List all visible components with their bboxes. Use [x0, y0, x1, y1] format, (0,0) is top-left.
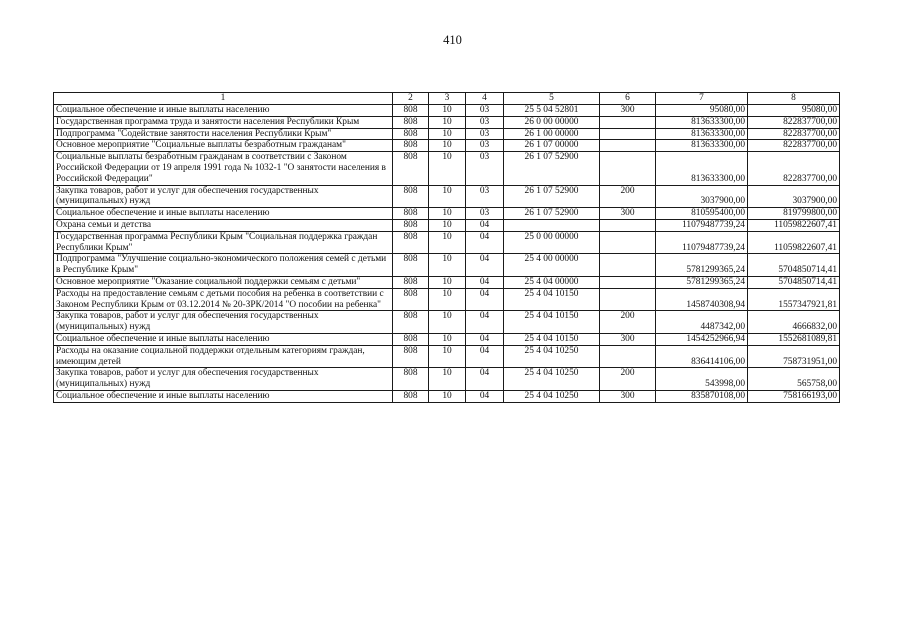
- section-code-cell: 10: [429, 254, 466, 277]
- table-row: [54, 208, 840, 220]
- table-row: [54, 390, 840, 402]
- target-article-cell: 25 4 04 10150: [504, 333, 600, 345]
- expense-type-cell: [600, 116, 656, 128]
- budget-table: [53, 92, 840, 403]
- subsection-code-cell: 03: [466, 128, 504, 140]
- expense-type-cell: [600, 254, 656, 277]
- table-row: [54, 219, 840, 231]
- table-row: [54, 368, 840, 391]
- amount-year2-cell: 5704850714,41: [748, 254, 840, 277]
- target-article-cell: 25 4 04 10150: [504, 288, 600, 311]
- page-number: 410: [443, 33, 462, 47]
- expense-type-cell: [600, 140, 656, 152]
- section-code-cell: 10: [429, 311, 466, 334]
- ministry-code-cell: 808: [393, 208, 429, 220]
- ministry-code-cell: 808: [393, 368, 429, 391]
- ministry-code-cell: 808: [393, 390, 429, 402]
- description-cell: Социальное обеспечение и иные выплаты населению: [54, 390, 393, 402]
- amount-year1-cell: 813633300,00: [656, 128, 748, 140]
- amount-year1-cell: 95080,00: [656, 105, 748, 117]
- amount-year1-cell: 836414106,00: [656, 345, 748, 368]
- target-article-cell: 26 0 00 00000: [504, 116, 600, 128]
- table-row: [54, 140, 840, 152]
- amount-year1-cell: 11079487739,24: [656, 219, 748, 231]
- subsection-code-cell: 04: [466, 345, 504, 368]
- amount-year2-cell: 758731951,00: [748, 345, 840, 368]
- amount-year1-cell: 813633300,00: [656, 140, 748, 152]
- amount-year2-cell: 822837700,00: [748, 140, 840, 152]
- amount-year2-cell: 3037900,00: [748, 185, 840, 208]
- ministry-code-cell: 808: [393, 105, 429, 117]
- target-article-cell: [504, 219, 600, 231]
- table-row: [54, 345, 840, 368]
- section-code-cell: 10: [429, 140, 466, 152]
- target-article-cell: 25 4 00 00000: [504, 254, 600, 277]
- amount-year1-cell: 813633300,00: [656, 116, 748, 128]
- section-code-cell: 10: [429, 105, 466, 117]
- description-cell: Подпрограмма "Улучшение социально-экономического положения семей с детьми в Республике Крым": [54, 254, 393, 277]
- expense-type-cell: 200: [600, 368, 656, 391]
- table-row: [54, 231, 840, 254]
- amount-year2-cell: 819799800,00: [748, 208, 840, 220]
- header-cell: 1: [54, 93, 393, 105]
- expense-type-cell: 300: [600, 390, 656, 402]
- header-cell: 3: [429, 93, 466, 105]
- subsection-code-cell: 04: [466, 219, 504, 231]
- amount-year1-cell: 810595400,00: [656, 208, 748, 220]
- amount-year1-cell: 835870108,00: [656, 390, 748, 402]
- target-article-cell: 25 0 00 00000: [504, 231, 600, 254]
- subsection-code-cell: 03: [466, 140, 504, 152]
- header-cell: 4: [466, 93, 504, 105]
- expense-type-cell: [600, 152, 656, 185]
- target-article-cell: 26 1 07 00000: [504, 140, 600, 152]
- amount-year2-cell: 565758,00: [748, 368, 840, 391]
- description-cell: Государственная программа Республики Крым "Социальная поддержка граждан Республики Крым": [54, 231, 393, 254]
- table-row: [54, 105, 840, 117]
- amount-year1-cell: 3037900,00: [656, 185, 748, 208]
- expense-type-cell: [600, 231, 656, 254]
- ministry-code-cell: 808: [393, 254, 429, 277]
- ministry-code-cell: 808: [393, 116, 429, 128]
- table-row: [54, 152, 840, 185]
- subsection-code-cell: 03: [466, 105, 504, 117]
- subsection-code-cell: 04: [466, 254, 504, 277]
- target-article-cell: 26 1 00 00000: [504, 128, 600, 140]
- target-article-cell: 25 5 04 52801: [504, 105, 600, 117]
- amount-year2-cell: 1552681089,81: [748, 333, 840, 345]
- ministry-code-cell: 808: [393, 231, 429, 254]
- amount-year1-cell: 543998,00: [656, 368, 748, 391]
- target-article-cell: 25 4 04 10250: [504, 345, 600, 368]
- expense-type-cell: [600, 288, 656, 311]
- section-code-cell: 10: [429, 368, 466, 391]
- section-code-cell: 10: [429, 276, 466, 288]
- ministry-code-cell: 808: [393, 288, 429, 311]
- section-code-cell: 10: [429, 219, 466, 231]
- subsection-code-cell: 03: [466, 185, 504, 208]
- subsection-code-cell: 04: [466, 311, 504, 334]
- expense-type-cell: 300: [600, 208, 656, 220]
- amount-year1-cell: 5781299365,24: [656, 276, 748, 288]
- section-code-cell: 10: [429, 208, 466, 220]
- description-cell: Государственная программа труда и занятости населения Республики Крым: [54, 116, 393, 128]
- table-row: [54, 288, 840, 311]
- header-cell: 7: [656, 93, 748, 105]
- amount-year2-cell: 822837700,00: [748, 128, 840, 140]
- amount-year2-cell: 11059822607,41: [748, 219, 840, 231]
- amount-year1-cell: 4487342,00: [656, 311, 748, 334]
- target-article-cell: 25 4 04 10250: [504, 390, 600, 402]
- ministry-code-cell: 808: [393, 219, 429, 231]
- ministry-code-cell: 808: [393, 140, 429, 152]
- amount-year2-cell: 758166193,00: [748, 390, 840, 402]
- table-row: [54, 333, 840, 345]
- description-cell: Социальные выплаты безработным гражданам в соответствии с Законом Российской Федерации от 19 апреля 1991 года № 1032-1 "О занятости населения в Российской Федерации": [54, 152, 393, 185]
- subsection-code-cell: 04: [466, 231, 504, 254]
- description-cell: Охрана семьи и детства: [54, 219, 393, 231]
- ministry-code-cell: 808: [393, 152, 429, 185]
- amount-year2-cell: 822837700,00: [748, 116, 840, 128]
- subsection-code-cell: 03: [466, 208, 504, 220]
- target-article-cell: 25 4 04 10150: [504, 311, 600, 334]
- target-article-cell: 26 1 07 52900: [504, 185, 600, 208]
- ministry-code-cell: 808: [393, 128, 429, 140]
- description-cell: Закупка товаров, работ и услуг для обеспечения государственных (муниципальных) нужд: [54, 185, 393, 208]
- target-article-cell: 26 1 07 52900: [504, 208, 600, 220]
- subsection-code-cell: 04: [466, 390, 504, 402]
- section-code-cell: 10: [429, 333, 466, 345]
- target-article-cell: 25 4 04 10250: [504, 368, 600, 391]
- amount-year1-cell: 813633300,00: [656, 152, 748, 185]
- amount-year2-cell: 1557347921,81: [748, 288, 840, 311]
- header-cell: 5: [504, 93, 600, 105]
- amount-year2-cell: 4666832,00: [748, 311, 840, 334]
- table-row: [54, 311, 840, 334]
- amount-year1-cell: 1454252966,94: [656, 333, 748, 345]
- subsection-code-cell: 04: [466, 276, 504, 288]
- table-body: [54, 105, 840, 403]
- subsection-code-cell: 04: [466, 368, 504, 391]
- table-row: [54, 254, 840, 277]
- subsection-code-cell: 03: [466, 152, 504, 185]
- section-code-cell: 10: [429, 152, 466, 185]
- amount-year1-cell: 1458740308,94: [656, 288, 748, 311]
- target-article-cell: 25 4 04 00000: [504, 276, 600, 288]
- table-row: [54, 128, 840, 140]
- expense-type-cell: [600, 345, 656, 368]
- ministry-code-cell: 808: [393, 333, 429, 345]
- table-row: [54, 185, 840, 208]
- description-cell: Основное мероприятие "Социальные выплаты безработным гражданам": [54, 140, 393, 152]
- amount-year2-cell: 822837700,00: [748, 152, 840, 185]
- expense-type-cell: 200: [600, 311, 656, 334]
- header-row: [54, 93, 840, 105]
- description-cell: Социальное обеспечение и иные выплаты населению: [54, 105, 393, 117]
- ministry-code-cell: 808: [393, 311, 429, 334]
- description-cell: Расходы на предоставление семьям с детьми пособия на ребенка в соответствии с Законом Республики Крым от 03.12.2014 № 20-ЗРК/2014 "О пособии на ребенка": [54, 288, 393, 311]
- ministry-code-cell: 808: [393, 345, 429, 368]
- section-code-cell: 10: [429, 390, 466, 402]
- subsection-code-cell: 04: [466, 333, 504, 345]
- amount-year2-cell: 5704850714,41: [748, 276, 840, 288]
- expense-type-cell: 200: [600, 185, 656, 208]
- expense-type-cell: [600, 219, 656, 231]
- description-cell: Расходы на оказание социальной поддержки отдельным категориям граждан, имеющим детей: [54, 345, 393, 368]
- target-article-cell: 26 1 07 52900: [504, 152, 600, 185]
- header-cell: 8: [748, 93, 840, 105]
- description-cell: Социальное обеспечение и иные выплаты населению: [54, 208, 393, 220]
- description-cell: Закупка товаров, работ и услуг для обеспечения государственных (муниципальных) нужд: [54, 368, 393, 391]
- section-code-cell: 10: [429, 128, 466, 140]
- expense-type-cell: 300: [600, 105, 656, 117]
- subsection-code-cell: 04: [466, 288, 504, 311]
- ministry-code-cell: 808: [393, 185, 429, 208]
- subsection-code-cell: 03: [466, 116, 504, 128]
- expense-type-cell: [600, 128, 656, 140]
- expense-type-cell: [600, 276, 656, 288]
- description-cell: Социальное обеспечение и иные выплаты населению: [54, 333, 393, 345]
- ministry-code-cell: 808: [393, 276, 429, 288]
- amount-year2-cell: 11059822607,41: [748, 231, 840, 254]
- section-code-cell: 10: [429, 231, 466, 254]
- amount-year2-cell: 95080,00: [748, 105, 840, 117]
- header-cell: 6: [600, 93, 656, 105]
- table-row: [54, 116, 840, 128]
- amount-year1-cell: 11079487739,24: [656, 231, 748, 254]
- table-row: [54, 276, 840, 288]
- section-code-cell: 10: [429, 288, 466, 311]
- description-cell: Закупка товаров, работ и услуг для обеспечения государственных (муниципальных) нужд: [54, 311, 393, 334]
- section-code-cell: 10: [429, 116, 466, 128]
- description-cell: Подпрограмма "Содействие занятости населения Республики Крым": [54, 128, 393, 140]
- description-cell: Основное мероприятие "Оказание социальной поддержки семьям с детьми": [54, 276, 393, 288]
- section-code-cell: 10: [429, 345, 466, 368]
- amount-year1-cell: 5781299365,24: [656, 254, 748, 277]
- section-code-cell: 10: [429, 185, 466, 208]
- header-cell: 2: [393, 93, 429, 105]
- expense-type-cell: 300: [600, 333, 656, 345]
- table-header: [54, 93, 840, 105]
